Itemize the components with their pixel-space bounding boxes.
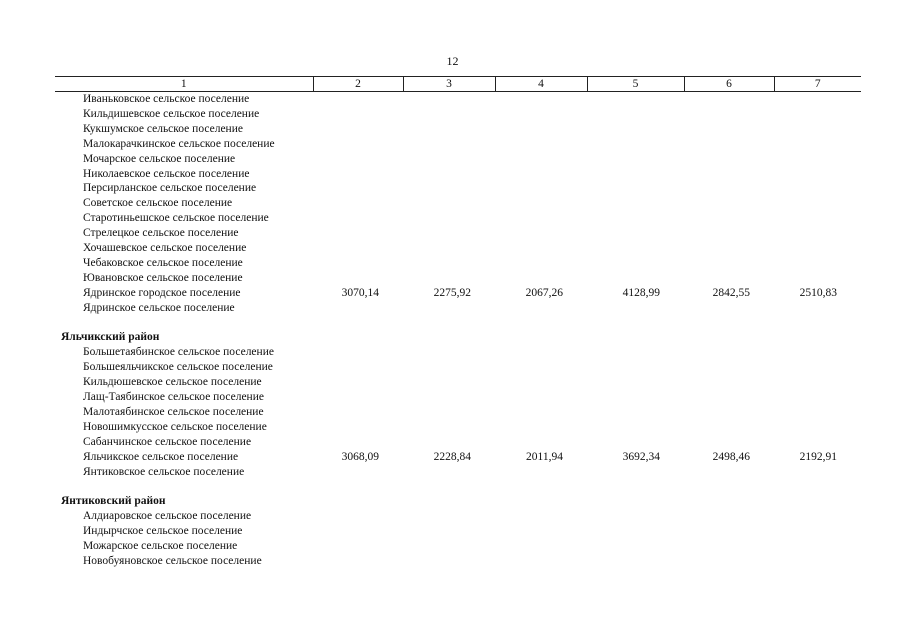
value-cell-col-2 (313, 390, 403, 405)
table-row (55, 539, 861, 554)
header-row (55, 77, 861, 92)
value-cell-col-4 (495, 122, 587, 137)
value-cell-col-6 (684, 524, 774, 539)
value-cell-col-3 (403, 465, 495, 480)
spacer-cell (55, 480, 861, 495)
value-cell-col-5 (587, 241, 684, 256)
settlement-name: Кильдюшевское сельское поселение (83, 376, 262, 389)
value-cell-col-6 (684, 226, 774, 241)
value-cell-col-5 (587, 196, 684, 211)
value-cell-col-5 (587, 465, 684, 480)
value-cell-col-5 (587, 345, 684, 360)
value-cell-col-2 (313, 420, 403, 435)
table-row (55, 256, 861, 271)
value-cell-col-5 (587, 256, 684, 271)
value-cell-col-4 (495, 360, 587, 375)
value-cell-col-7 (774, 360, 861, 375)
settlement-name: Ядринское городское поселение (83, 286, 241, 299)
value-cell-col-2 (313, 345, 403, 360)
table-row (55, 226, 861, 241)
value-cell-col-6 (684, 390, 774, 405)
value-cell-col-3 (403, 256, 495, 271)
value-cell-col-5 (587, 226, 684, 241)
value-cell-col-6 (684, 137, 774, 152)
value-cell-col-3 (403, 524, 495, 539)
value-cell-col-3 (403, 152, 495, 167)
value-cell-col-6 (684, 167, 774, 182)
value-cell-col-4 (495, 375, 587, 390)
value-cell-col-3 (403, 509, 495, 524)
column-header-6: 6 (684, 77, 774, 92)
value-cell-col-5 (587, 301, 684, 316)
value-cell-col-4 (495, 107, 587, 122)
value-cell-col-6 (684, 152, 774, 167)
table-row (55, 345, 861, 360)
table-row (55, 167, 861, 182)
value-cell-col-7 (774, 524, 861, 539)
data-table (55, 76, 861, 569)
settlement-name: Лащ-Таябинское сельское поселение (83, 391, 264, 404)
value-cell-col-4 (495, 465, 587, 480)
value-cell-col-3 (403, 435, 495, 450)
table-row (55, 405, 861, 420)
table-row (55, 107, 861, 122)
value-cell-col-4 (495, 211, 587, 226)
value-cell-col-4: 2011,94 (526, 450, 563, 463)
value-cell-col-6 (684, 405, 774, 420)
value-cell-col-5 (587, 509, 684, 524)
value-cell-col-2 (313, 241, 403, 256)
column-header-1: 1 (55, 77, 313, 92)
value-cell-col-5 (587, 271, 684, 286)
value-cell-col-2 (313, 226, 403, 241)
value-cell-col-2 (313, 211, 403, 226)
value-cell-col-2 (313, 122, 403, 137)
settlement-name: Янтиковское сельское поселение (83, 465, 245, 478)
value-cell-col-2 (313, 196, 403, 211)
settlement-name: Мочарское сельское поселение (83, 152, 236, 165)
district-title: Яльчикский район (61, 331, 160, 344)
value-cell-col-3 (403, 241, 495, 256)
value-cell-col-7 (774, 271, 861, 286)
value-cell-col-5 (587, 152, 684, 167)
value-cell-col-2 (313, 271, 403, 286)
value-cell-col-2 (313, 301, 403, 316)
value-cell-col-4 (495, 241, 587, 256)
district-row (55, 494, 861, 509)
value-cell-col-7: 2192,91 (799, 450, 837, 463)
table-row (55, 465, 861, 480)
value-cell-col-3 (403, 181, 495, 196)
value-cell-col-7 (774, 152, 861, 167)
value-cell-col-4 (495, 345, 587, 360)
settlement-name: Малокарачкинское сельское поселение (83, 137, 275, 150)
settlement-name: Малотаябинское сельское поселение (83, 406, 264, 419)
table-row (55, 271, 861, 286)
settlement-name: Новошимкусское сельское поселение (83, 420, 267, 433)
value-cell-col-3 (403, 122, 495, 137)
value-cell-col-3 (403, 211, 495, 226)
value-cell-col-3 (403, 107, 495, 122)
table-row (55, 241, 861, 256)
spacer-row (55, 316, 861, 331)
value-cell-col-2 (313, 181, 403, 196)
table-row (55, 390, 861, 405)
value-cell-col-6 (684, 181, 774, 196)
value-cell-col-5 (587, 524, 684, 539)
table-row (55, 152, 861, 167)
value-cell-col-7: 2510,83 (799, 286, 837, 299)
value-cell-col-6 (684, 196, 774, 211)
value-cell-col-6 (684, 465, 774, 480)
value-cell-col-2 (313, 152, 403, 167)
table-row (55, 196, 861, 211)
value-cell-col-6 (684, 554, 774, 569)
value-cell-col-4 (495, 271, 587, 286)
settlement-name: Индырчское сельское поселение (83, 525, 243, 538)
value-cell-col-2 (313, 554, 403, 569)
value-cell-col-5 (587, 390, 684, 405)
value-cell-col-7 (774, 196, 861, 211)
column-header-7: 7 (774, 77, 861, 92)
table-row (55, 420, 861, 435)
value-cell-col-7 (774, 375, 861, 390)
value-cell-col-6 (684, 271, 774, 286)
value-cell-col-7 (774, 137, 861, 152)
table-row (55, 435, 861, 450)
value-cell-col-4 (495, 226, 587, 241)
value-cell-col-7 (774, 92, 861, 107)
value-cell-col-6 (684, 539, 774, 554)
settlement-name: Яльчикское сельское поселение (83, 450, 239, 463)
value-cell-col-4 (495, 539, 587, 554)
settlement-name: Большетаябинское сельское поселение (83, 346, 274, 359)
value-cell-col-3 (403, 375, 495, 390)
settlement-name: Ювановское сельское поселение (83, 271, 243, 284)
value-cell-col-3 (403, 92, 495, 107)
settlement-name: Большеяльчикское сельское поселение (83, 361, 273, 374)
value-cell-col-7 (774, 435, 861, 450)
value-cell-col-5 (587, 107, 684, 122)
value-cell-col-3: 2228,84 (433, 450, 471, 463)
value-cell-col-4 (495, 420, 587, 435)
value-cell-col-6 (684, 345, 774, 360)
table-row (55, 211, 861, 226)
settlement-name: Николаевское сельское поселение (83, 167, 250, 180)
value-cell-col-7 (774, 420, 861, 435)
value-cell-col-4 (495, 405, 587, 420)
value-cell-col-6 (684, 301, 774, 316)
value-cell-col-3 (403, 345, 495, 360)
settlement-name: Алдиаровское сельское поселение (83, 510, 252, 523)
column-header-4: 4 (495, 77, 587, 92)
value-cell-col-4 (495, 509, 587, 524)
value-cell-col-5 (587, 360, 684, 375)
settlement-name: Иваньковское сельское поселение (83, 93, 250, 105)
page-number: 12 (446, 54, 459, 68)
value-cell-col-3 (403, 226, 495, 241)
value-cell-col-3 (403, 554, 495, 569)
value-cell-col-6 (684, 360, 774, 375)
value-cell-col-6 (684, 211, 774, 226)
settlement-name: Можарское сельское поселение (83, 540, 238, 553)
value-cell-col-2 (313, 509, 403, 524)
value-cell-col-6 (684, 241, 774, 256)
settlement-name: Персирланское сельское поселение (83, 182, 257, 195)
value-cell-col-2 (313, 465, 403, 480)
value-cell-col-5 (587, 405, 684, 420)
value-cell-col-7 (774, 167, 861, 182)
settlement-name: Новобуяновское сельское поселение (83, 555, 262, 568)
settlement-name: Советское сельское поселение (83, 197, 233, 210)
value-cell-col-5 (587, 435, 684, 450)
value-cell-col-4 (495, 524, 587, 539)
table-row (55, 92, 861, 107)
value-cell-col-3 (403, 167, 495, 182)
value-cell-col-3 (403, 405, 495, 420)
value-cell-col-2 (313, 167, 403, 182)
value-cell-col-2 (313, 137, 403, 152)
value-cell-col-6 (684, 435, 774, 450)
table-row (55, 360, 861, 375)
value-cell-col-5 (587, 92, 684, 107)
table-row (55, 301, 861, 316)
value-cell-col-3 (403, 360, 495, 375)
settlement-name: Сабанчинское сельское поселение (83, 435, 252, 448)
value-cell-col-2 (313, 107, 403, 122)
value-cell-col-2: 3070,14 (341, 286, 379, 299)
value-cell-col-4 (495, 167, 587, 182)
table-row (55, 122, 861, 137)
value-cell-col-4 (495, 435, 587, 450)
value-cell-col-4 (495, 554, 587, 569)
value-cell-col-2 (313, 360, 403, 375)
value-cell-col-7 (774, 181, 861, 196)
value-cell-col-2 (313, 375, 403, 390)
value-cell-col-3 (403, 539, 495, 554)
value-cell-col-7 (774, 390, 861, 405)
value-cell-col-2 (313, 524, 403, 539)
value-cell-col-2 (313, 256, 403, 271)
value-cell-col-5 (587, 137, 684, 152)
value-cell-col-5 (587, 539, 684, 554)
table-row (55, 137, 861, 152)
value-cell-col-6 (684, 122, 774, 137)
settlement-name: Стрелецкое сельское поселение (83, 227, 239, 240)
value-cell-col-3: 2275,92 (433, 286, 471, 299)
value-cell-col-2: 3068,09 (341, 450, 379, 463)
value-cell-col-3 (403, 196, 495, 211)
value-cell-col-7 (774, 211, 861, 226)
value-cell-col-2 (313, 539, 403, 554)
value-cell-col-5 (587, 167, 684, 182)
value-cell-col-4 (495, 301, 587, 316)
value-cell-col-6 (684, 509, 774, 524)
value-cell-col-6: 2842,55 (712, 286, 750, 299)
value-cell-col-6 (684, 375, 774, 390)
column-header-2: 2 (313, 77, 403, 92)
value-cell-col-7 (774, 554, 861, 569)
value-cell-col-4: 2067,26 (525, 286, 563, 299)
district-title: Янтиковский район (61, 495, 166, 508)
value-cell-col-7 (774, 345, 861, 360)
value-cell-col-4 (495, 390, 587, 405)
settlement-name: Ядринское сельское поселение (83, 301, 235, 314)
value-cell-col-5 (587, 420, 684, 435)
table-row (55, 450, 861, 465)
value-cell-col-4 (495, 196, 587, 211)
settlement-name: Чебаковское сельское поселение (83, 256, 243, 269)
value-cell-col-7 (774, 509, 861, 524)
value-cell-col-7 (774, 465, 861, 480)
value-cell-col-7 (774, 539, 861, 554)
table-row (55, 181, 861, 196)
value-cell-col-5 (587, 554, 684, 569)
table-row (55, 286, 861, 301)
value-cell-col-4 (495, 92, 587, 107)
value-cell-col-5 (587, 375, 684, 390)
table-body (55, 92, 861, 569)
value-cell-col-2 (313, 405, 403, 420)
table-row (55, 554, 861, 569)
value-cell-col-5 (587, 181, 684, 196)
value-cell-col-7 (774, 241, 861, 256)
table-row (55, 524, 861, 539)
value-cell-col-7 (774, 256, 861, 271)
settlement-name: Хочашевское сельское поселение (83, 242, 247, 255)
district-row (55, 330, 861, 345)
table-row (55, 509, 861, 524)
settlement-name: Старотиньешское сельское поселение (83, 212, 269, 225)
value-cell-col-2 (313, 435, 403, 450)
value-cell-col-2 (313, 92, 403, 107)
value-cell-col-4 (495, 181, 587, 196)
settlement-name: Кильдишевское сельское поселение (83, 107, 260, 120)
spacer-row (55, 480, 861, 495)
value-cell-col-6: 2498,46 (712, 450, 750, 463)
value-cell-col-3 (403, 137, 495, 152)
column-header-3: 3 (403, 77, 495, 92)
value-cell-col-7 (774, 301, 861, 316)
value-cell-col-4 (495, 137, 587, 152)
value-cell-col-3 (403, 271, 495, 286)
value-cell-col-5: 4128,99 (622, 286, 660, 299)
table-header (55, 77, 861, 92)
value-cell-col-6 (684, 420, 774, 435)
value-cell-col-4 (495, 256, 587, 271)
spacer-cell (55, 316, 861, 331)
value-cell-col-4 (495, 152, 587, 167)
value-cell-col-3 (403, 420, 495, 435)
table-row (55, 375, 861, 390)
value-cell-col-7 (774, 226, 861, 241)
value-cell-col-5 (587, 211, 684, 226)
column-header-5: 5 (587, 77, 684, 92)
value-cell-col-7 (774, 405, 861, 420)
value-cell-col-5: 3692,34 (622, 450, 660, 463)
value-cell-col-3 (403, 301, 495, 316)
settlement-name: Кукшумское сельское поселение (83, 122, 243, 135)
value-cell-col-7 (774, 107, 861, 122)
value-cell-col-5 (587, 122, 684, 137)
value-cell-col-3 (403, 390, 495, 405)
value-cell-col-7 (774, 122, 861, 137)
value-cell-col-6 (684, 107, 774, 122)
value-cell-col-6 (684, 92, 774, 107)
value-cell-col-6 (684, 256, 774, 271)
